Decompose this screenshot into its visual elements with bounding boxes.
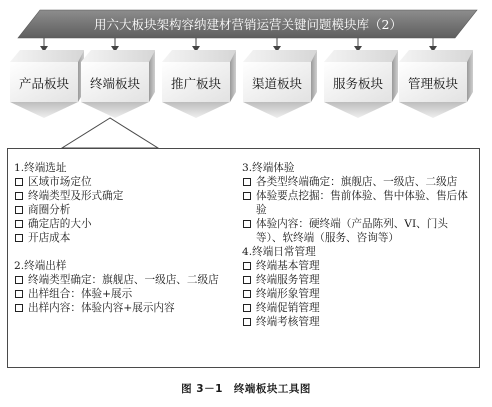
cube-top-face: [81, 50, 155, 62]
checkbox-item: 体验要点挖掘：售前体验、售中体验、售后体验: [242, 189, 474, 217]
checkbox-item: 终端服务管理: [242, 273, 474, 287]
section-title: 3.终端体验: [242, 162, 295, 174]
checkbox-item: 终端形象管理: [242, 287, 474, 301]
module-cube-4: [243, 50, 317, 118]
section-terminal-experience: [242, 161, 474, 245]
section-title: 4.终端日常管理: [242, 246, 316, 258]
section-terminal-daily-management: [242, 245, 474, 329]
figure-caption: 图 3－1 终端板块工具图: [181, 383, 311, 395]
module-cube-5: [324, 50, 398, 118]
module-label: 产品板块: [18, 76, 70, 91]
module-cube-2: [81, 50, 155, 118]
checkbox-item: 出样内容：体验内容+展示内容: [14, 301, 236, 315]
cube-bottom-face: [10, 102, 78, 118]
callout-pointer: [62, 118, 158, 148]
checkbox-item: 终端类型确定：旗舰店、一级店、二级店: [14, 273, 236, 287]
module-label: 管理板块: [407, 76, 459, 91]
section-title: 1.终端选址: [14, 162, 67, 174]
panel-right-column: [242, 161, 474, 329]
checkbox-item: 确定店的大小: [14, 217, 236, 231]
checkbox-item: 商圈分析: [14, 203, 236, 217]
cube-top-face: [399, 50, 473, 62]
checkbox-item: 出样组合：体验+展示: [14, 287, 236, 301]
module-cube-3: [162, 50, 236, 118]
banner-connectors: [44, 38, 433, 48]
module-cube-1: [10, 50, 84, 118]
checkbox-item: 开店成本: [14, 231, 236, 245]
checkbox-item: 终端基本管理: [242, 259, 474, 273]
section-terminal-sample: [14, 259, 236, 315]
checkbox-item: 终端考核管理: [242, 315, 474, 329]
section-spacer: [14, 245, 236, 259]
section-terminal-site: [14, 161, 236, 245]
cube-bottom-face: [162, 102, 230, 118]
cube-bottom-face: [399, 102, 467, 118]
module-label: 终端板块: [89, 76, 141, 91]
module-label: 推广板块: [170, 76, 222, 91]
cube-top-face: [243, 50, 317, 62]
cube-bottom-face: [324, 102, 392, 118]
checkbox-item: 体验内容：硬终端（产品陈列、VI、门头等）、软终端（服务、咨询等）: [242, 217, 474, 245]
cube-bottom-face: [81, 102, 149, 118]
checkbox-item: 终端类型及形式确定: [14, 189, 236, 203]
terminal-detail-panel: [7, 148, 480, 368]
module-label: 渠道板块: [251, 76, 303, 91]
checkbox-item: 终端促销管理: [242, 301, 474, 315]
checkbox-item: 区域市场定位: [14, 175, 236, 189]
module-label: 服务板块: [332, 76, 384, 91]
cube-top-face: [324, 50, 398, 62]
section-title: 2.终端出样: [14, 260, 67, 272]
module-cube-6: [399, 50, 473, 118]
banner-title: 用六大板块架构容纳建材营销运营关键问题模块库（2）: [94, 17, 402, 32]
checkbox-item: 各类型终端确定：旗舰店、一级店、二级店: [242, 175, 474, 189]
panel-left-column: [14, 161, 236, 315]
cube-top-face: [162, 50, 236, 62]
cube-bottom-face: [243, 102, 311, 118]
cube-top-face: [10, 50, 84, 62]
